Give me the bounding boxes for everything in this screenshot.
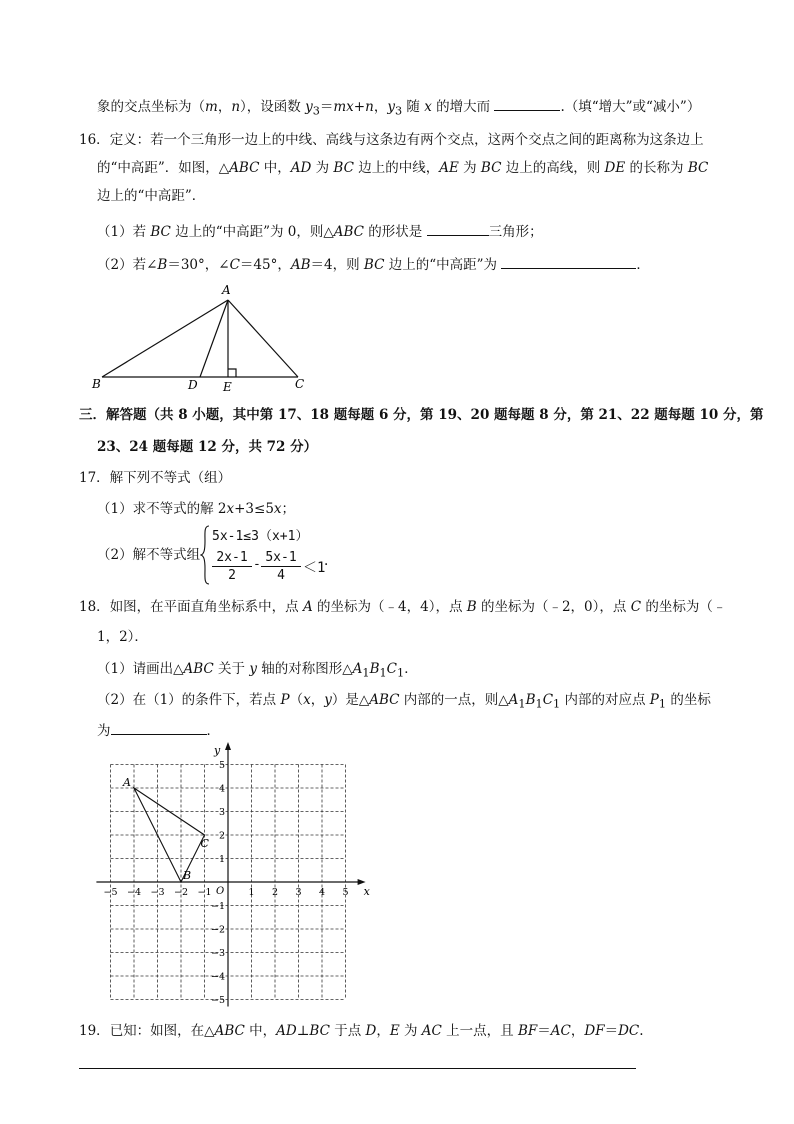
y-tick-label: 4 [218,783,225,795]
x-tick-label: 1 [248,887,255,898]
x-tick-label: −3 [150,887,165,898]
y-tick-label: −1 [210,901,225,912]
q15-tail-line: 象的交点坐标为（m，n），设函数 $y_3=mx+n$，$y_3$ 随 x 的增大而 .（填“增大”或“减小”） [97,96,700,122]
q16-line-3: 边上的“中高距”． [97,188,206,204]
fraction-2-denominator: 4 [277,568,285,583]
section-3-heading: 三．解答题（共 8 小题，其中第 17、18 题每题 6 分，第 19、20 题每题 8 分，第 21、22 题每题 10 分，第 [79,407,764,423]
less-than-one: ＜1 [303,560,326,576]
q16-line-1: 16．定义：若一个三角形一边上的中线、高线与这条边有两个交点，这两个交点之间的距离称为这条边上 [79,132,704,148]
inequality-1: 5x-1≤3（x+1） [212,529,309,544]
fraction-1-numerator: 2x-1 [212,549,252,567]
q17-part-2-label: （2）解不等式组 [97,547,201,563]
y-axis-arrow-icon [225,742,231,750]
y-tick-label: −5 [210,995,225,1006]
q17-title: 17．解下列不等式（组） [79,470,232,486]
point-c-label: C [200,837,209,850]
x-tick-label: −1 [197,887,212,898]
q18-line-1: 18．如图，在平面直角坐标系中，点 A 的坐标为（﹣4，4），点 B 的坐标为（﹣2，0），点 C 的坐标为（﹣ [79,599,727,615]
minus-sign: - [253,557,261,572]
x-tick-label: −2 [173,887,189,898]
q18-part-2: （2）在（1）的条件下，若点 P（x，y）是△ABC 内部的一点，则$\triangle A_1B_1C_1$ 内部的对应点 $P_1$ 的坐标 [97,692,711,711]
section-3-heading-cont: 23、24 题每题 12 分，共 72 分） [97,439,318,455]
q19-line: 19．已知：如图，在△ABC 中，AD⊥BC 于点 D，E 为 AC 上一点，且 BF＝AC，DF＝DC. [79,1023,644,1039]
x-tick-label: 3 [295,887,302,898]
q18-line-3: 为 ． [97,720,220,741]
q16-part-2: （2）若∠B＝30°，∠C＝45°，AB＝4，则 BC 边上的“中高距”为 ． [97,254,650,275]
q16-part-1: （1）若 BC 边上的“中高距”为 0，则△ABC 的形状是 三角形； [97,221,543,242]
q18-line-2: 1，2）． [97,629,148,645]
y-axis-label: y [214,744,221,758]
x-axis-label: x [363,885,370,898]
label-a: A [222,283,231,297]
label-e: E [223,380,232,392]
q16-line-2: 的“中高距”．如图，△ABC 中，AD 为 BC 边上的中线，AE 为 BC 边上的高线，则 DE 的长称为 BC [97,160,709,176]
y-tick-label: 3 [218,807,225,818]
y-tick-label: 5 [218,760,225,771]
x-tick-label: −5 [103,887,118,898]
q17-part-1: （1）求不等式的解 2x+3≤5x； [97,501,296,517]
fraction-1-denominator: 2 [228,568,236,583]
y-tick-label: 1 [218,854,225,865]
label-d: D [188,378,198,392]
point-a-label: A [123,776,131,789]
y-tick-label: −2 [210,924,225,936]
x-tick-label: 4 [318,887,326,898]
origin-label: O [216,886,225,897]
y-tick-label: 2 [218,830,225,842]
point-b-label: B [183,869,192,882]
x-tick-label: −4 [126,887,142,898]
period: . [324,553,329,569]
q18-part-1: （1）请画出△ABC 关于 y 轴的对称图形$\triangle A_1B_1C_1$． [97,661,418,680]
label-b: B [92,377,101,391]
y-tick-label: −4 [210,971,225,983]
y-tick-label: −3 [210,948,225,959]
x-tick-label: 5 [342,887,349,898]
label-c: C [295,377,305,391]
fraction-2-numerator: 5x-1 [261,549,301,567]
footer-rule [79,1068,636,1069]
triangle-abc [134,788,205,882]
x-tick-label: 2 [271,887,279,898]
